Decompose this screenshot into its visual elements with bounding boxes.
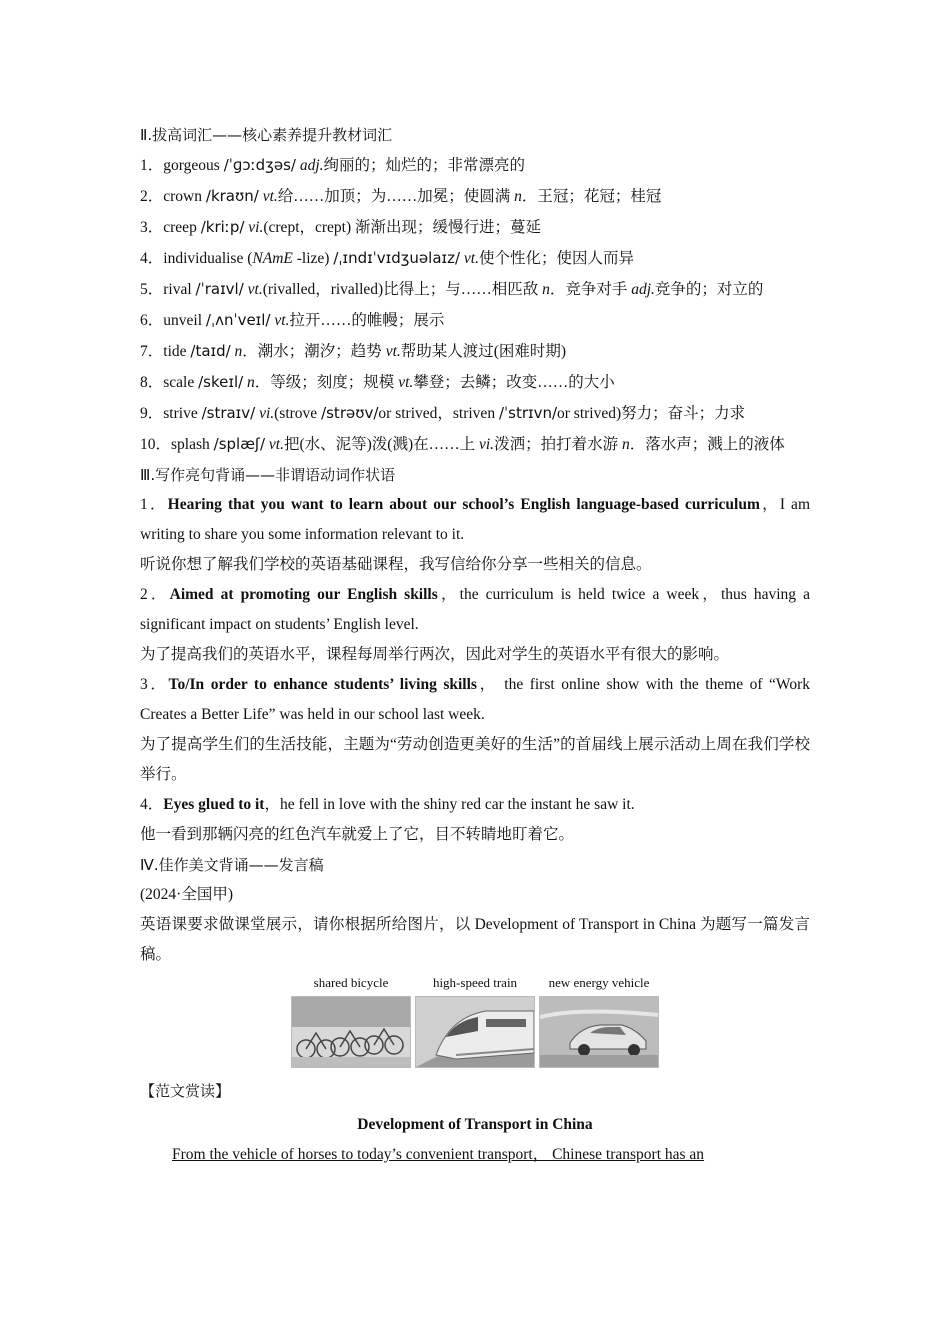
- figure-new-energy-vehicle: [539, 974, 659, 1068]
- sentence-item-2: 2．Aimed at promoting our English skills，the curriculum is held twice a week，thus having a significant impact on students’ English level.: [140, 586, 810, 633]
- car-photo-icon: [539, 996, 659, 1068]
- sentence-item-3: 3．To/In order to enhance students’ living skills， the first online show with the theme of “Work Creates a Better Life” was held in our school last week.: [140, 676, 810, 723]
- vocab-item-7: 7．tide /taɪd/ n．潮水；潮汐；趋势 vt.帮助某人渡过(困难时期): [140, 342, 567, 360]
- vocab-item-3: 3．creep /kriːp/ vi.(crept，crept) 渐渐出现；缓慢行进；蔓延: [140, 218, 542, 236]
- vocab-item-6: 6．unveil /ˌʌnˈveɪl/ vt.拉开……的帷幔；展示: [140, 311, 445, 329]
- vocab-item-8: 8．scale /skeɪl/ n．等级；刻度；规模 vt.攀登；去鳞；改变……的大小: [140, 373, 615, 391]
- sentence-translation-4: 他一看到那辆闪亮的红色汽车就爱上了它，目不转睛地盯着它。: [140, 826, 575, 843]
- transport-figure: [140, 974, 810, 1068]
- sentence-item-1: 1．Hearing that you want to learn about our school’s English language-based curriculum，I am writing to share you some information relevant to it.: [140, 496, 810, 543]
- caption-high-speed-train: high-speed train: [432, 975, 518, 990]
- writing-prompt: 英语课要求做课堂展示，请你根据所给图片，以 Development of Transport in China 为题写一篇发言稿。: [140, 916, 810, 963]
- section2-heading: Ⅱ.拔高词汇——核心素养提升教材词汇: [140, 126, 393, 144]
- sentence-translation-2: 为了提高我们的英语水平，课程每周举行两次，因此对学生的英语水平有很大的影响。: [140, 646, 730, 663]
- exam-source: (2024·全国甲): [140, 886, 233, 903]
- document-page: [140, 120, 810, 1170]
- essay-title: Development of Transport in China: [357, 1116, 593, 1133]
- appreciation-label: 【范文赏读】: [140, 1082, 231, 1100]
- sentence-item-4: 4．Eyes glued to it，he fell in love with the shiny red car the instant he saw it.: [140, 796, 635, 813]
- vocab-item-10: 10．splash /splæʃ/ vt.把(水、泥等)泼(溅)在……上 vi.泼洒；拍打着水游 n．落水声；溅上的液体: [140, 435, 785, 453]
- essay-first-line: From the vehicle of horses to today’s convenient transport， Chinese transport has an: [172, 1146, 705, 1163]
- sentence-translation-1: 听说你想了解我们学校的英语基础课程，我写信给你分享一些相关的信息。: [140, 556, 652, 573]
- figure-high-speed-train: [415, 974, 535, 1068]
- bicycle-photo-icon: [291, 996, 411, 1068]
- train-photo-icon: [415, 996, 535, 1068]
- figure-shared-bicycle: [291, 974, 411, 1068]
- sentence-translation-3: 为了提高学生们的生活技能，主题为“劳动创造更美好的生活”的首届线上展示活动上周在我们学校举行。: [140, 736, 810, 783]
- vocab-item-5: 5．rival /ˈraɪvl/ vt.(rivalled，rivalled)比得上；与……相匹敌 n．竞争对手 adj.竞争的；对立的: [140, 280, 764, 298]
- vocab-item-1: 1．gorgeous /ˈɡɔːdʒəs/ adj.绚丽的；灿烂的；非常漂亮的: [140, 156, 526, 174]
- vocab-item-2: 2．crown /kraʊn/ vt.给……加顶；为……加冕；使圆满 n．王冠；花冠；桂冠: [140, 187, 662, 205]
- vocab-item-4: 4．individualise (NAmE -lize) /ˌɪndɪˈvɪdʒuəlaɪz/ vt.使个性化；使因人而异: [140, 249, 634, 267]
- caption-shared-bicycle: shared bicycle: [313, 975, 389, 990]
- section3-heading: Ⅲ.写作亮句背诵——非谓语动词作状语: [140, 466, 396, 484]
- vocab-item-9: 9．strive /straɪv/ vi.(strove /strəʊv/or strived，striven /ˈstrɪvn/or strived)努力；奋斗；力求: [140, 404, 746, 422]
- caption-new-energy-vehicle: new energy vehicle: [548, 975, 650, 990]
- section4-heading: Ⅳ.佳作美文背诵——发言稿: [140, 856, 324, 874]
